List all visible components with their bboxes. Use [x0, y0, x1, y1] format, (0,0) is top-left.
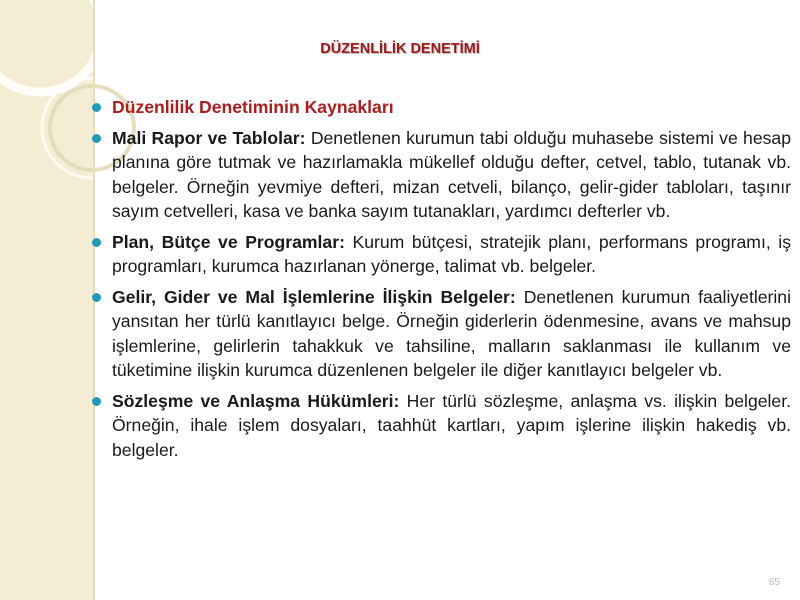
list-item	[91, 285, 791, 383]
bullet-icon	[92, 134, 101, 143]
item-heading: Sözleşme ve Anlaşma Hükümleri:	[112, 390, 400, 411]
list-item	[91, 389, 791, 463]
item-heading: Mali Rapor ve Tablolar:	[112, 127, 306, 148]
item-text: Denetlenen kurumun tabi olduğu muhasebe sistemi ve hesap planına göre tutmak ve hazırlamakla mükellef olduğu defter, cetvel, tablo, tutanak vb. belgeler. Örneğin yevmiye defteri, mizan cetveli, bilanço, gelir-gider tabloları, taşınır sayım cetvelleri, kasa ve banka sayım tutanakları, yardımcı defterler vb.	[112, 127, 791, 221]
list-item	[91, 95, 791, 120]
bullet-icon	[92, 103, 101, 112]
item-text: Denetlenen kurumun faaliyetlerini yansıtan her türlü kanıtlayıcı belge. Örneğin giderlerin ödenmesine, avans ve mahsup işlemlerine, gelirlerin tahakkuk ve tahsiline, malların saklanması ile kullanım ve tüketimine ilişkin kurumca düzenlenen belgeler ile diğer kanıtlayıcı belgeler vb.	[112, 286, 791, 380]
item-heading: Gelir, Gider ve Mal İşlemlerine İlişkin Belgeler:	[112, 286, 516, 307]
item-text: Kurum bütçesi, stratejik planı, performans programı, iş programları, kurumca hazırlanan yönerge, talimat vb. belgeler.	[112, 231, 791, 276]
bullet-icon	[92, 397, 101, 406]
bullet-icon	[92, 293, 101, 302]
list-item	[91, 230, 791, 279]
page-number: 65	[768, 577, 780, 588]
decorative-side-panel	[0, 0, 93, 600]
item-text: Her türlü sözleşme, anlaşma vs. ilişkin belgeler. Örneğin, ihale işlem dosyaları, taahhüt kartları, yapım işlerine ilişkin hakediş vb. belgeler.	[112, 390, 791, 460]
bullet-icon	[92, 238, 101, 247]
bullet-list	[91, 95, 791, 468]
list-item	[91, 126, 791, 224]
slide-title: DÜZENLİLİK DENETİMİ	[320, 41, 480, 57]
item-heading: Plan, Bütçe ve Programlar:	[112, 231, 345, 252]
item-heading: Düzenlilik Denetiminin Kaynakları	[112, 97, 394, 117]
